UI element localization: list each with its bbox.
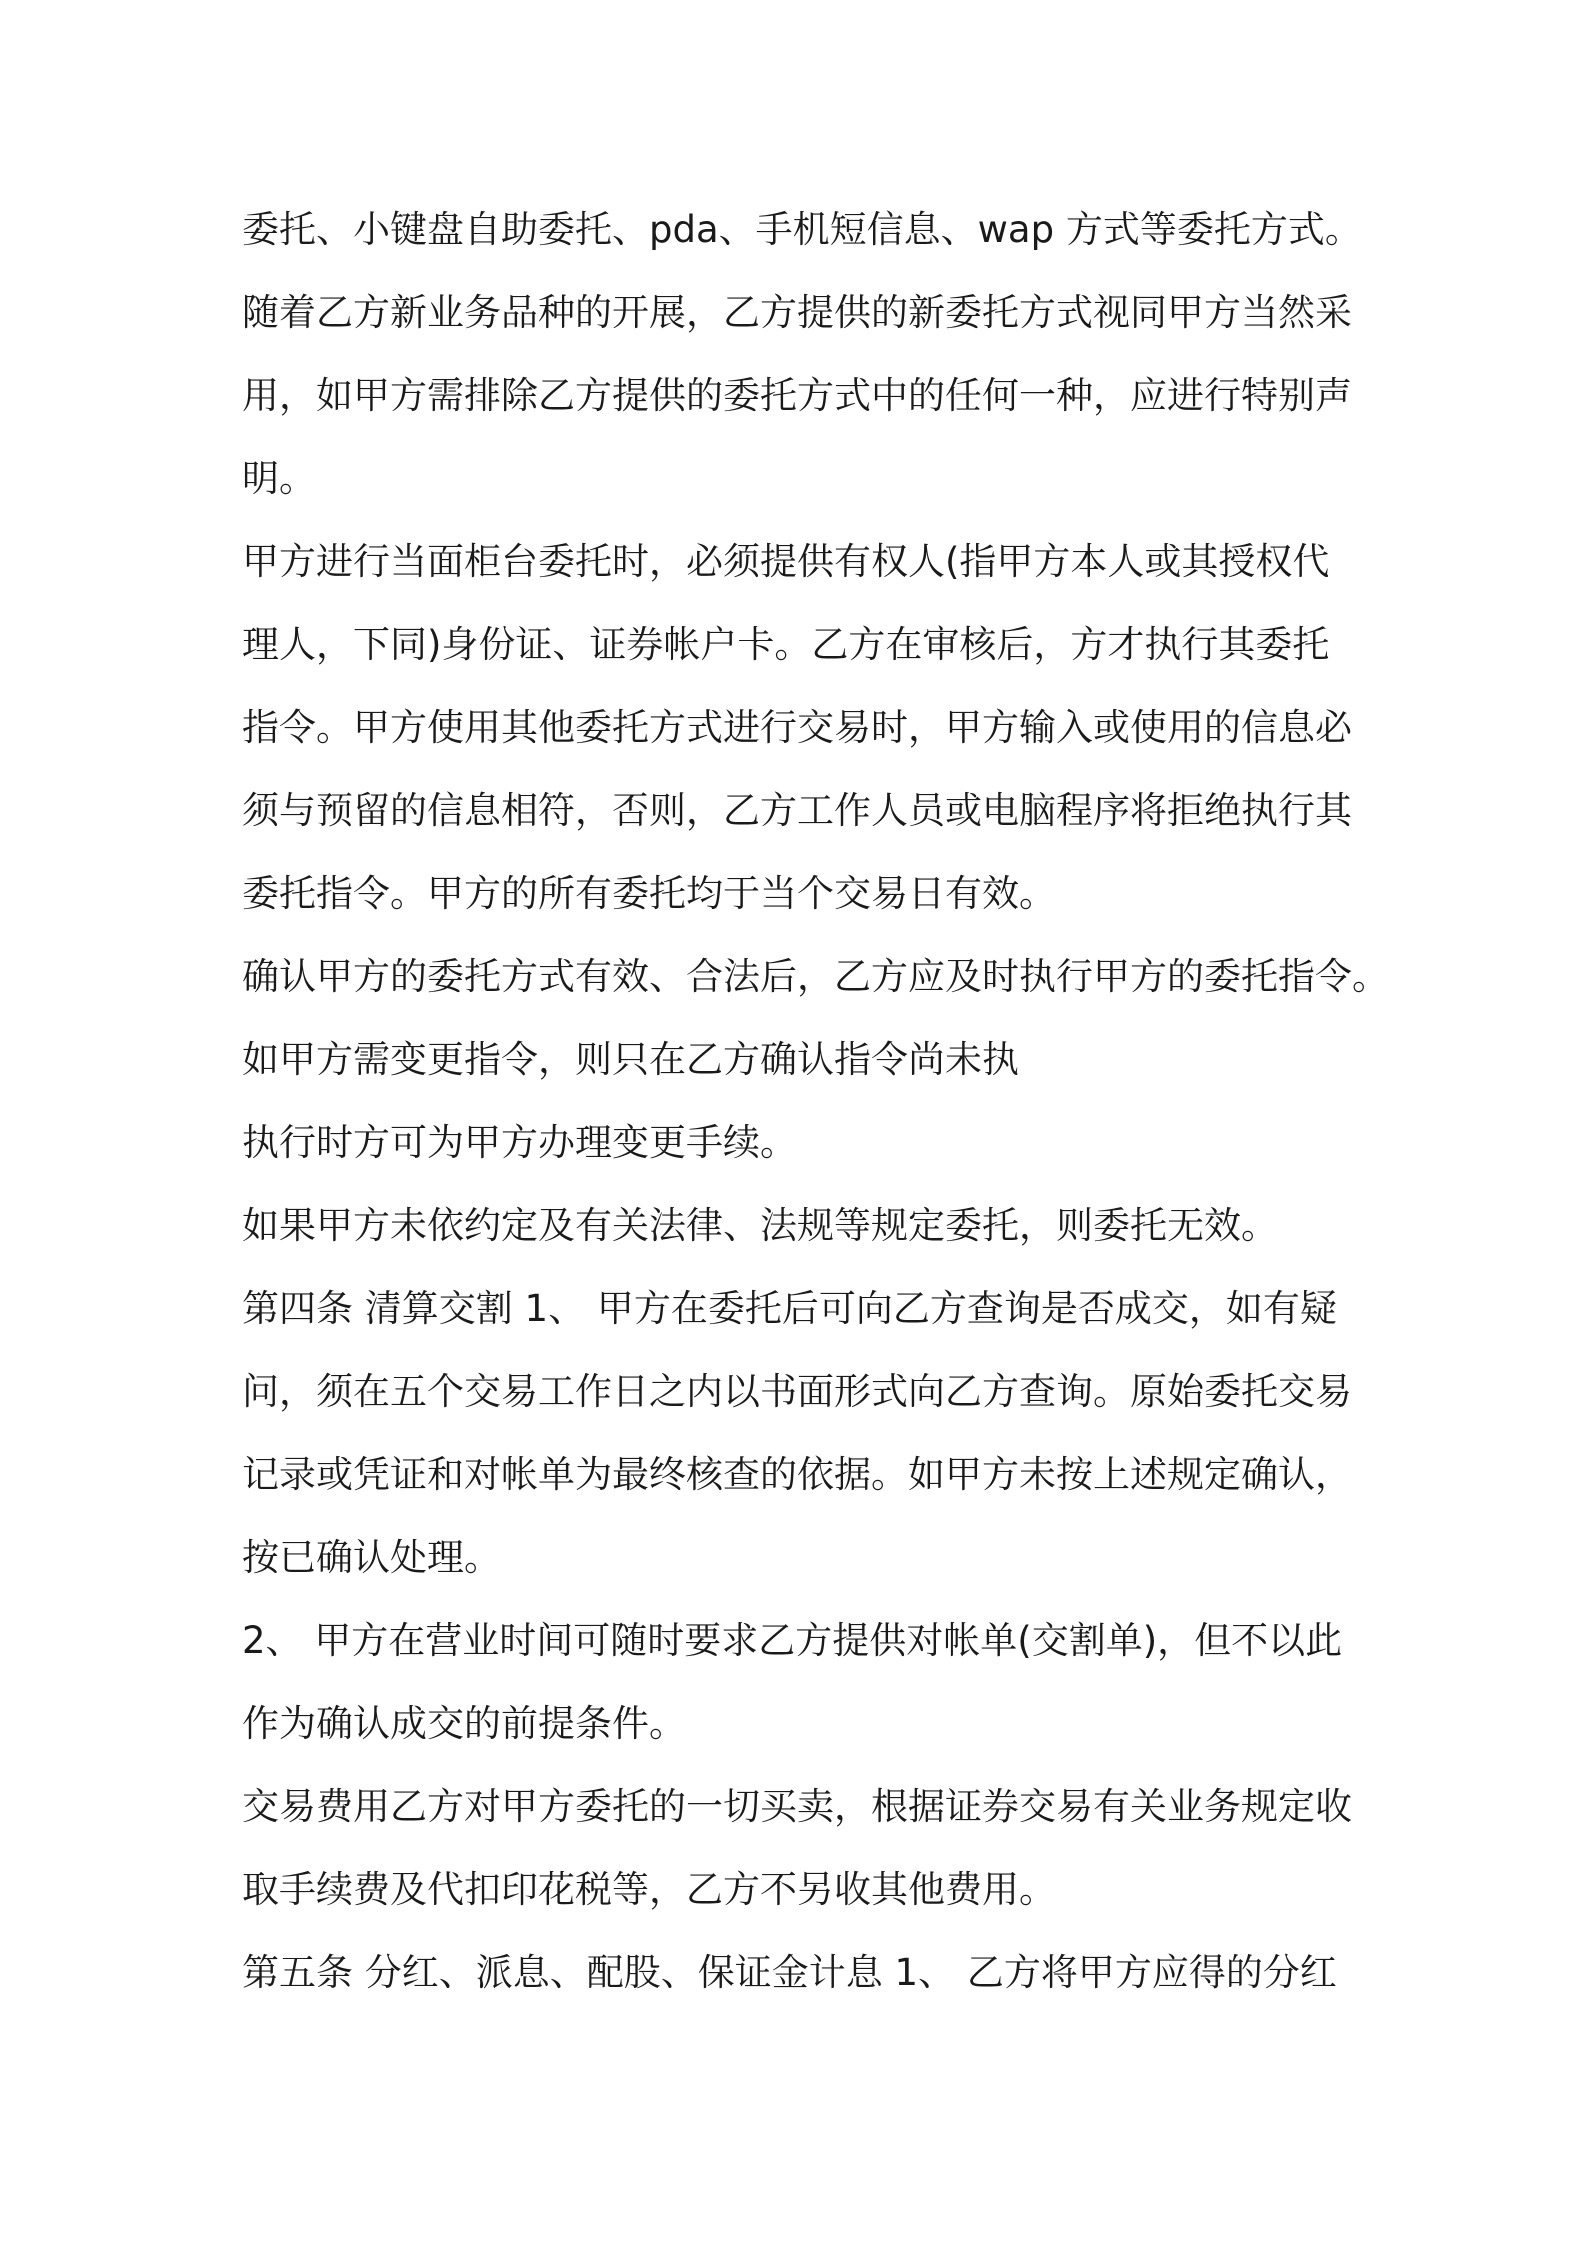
text-line: 明。 — [242, 457, 316, 500]
text-line: 记录或凭证和对帐单为最终核查的依据。如甲方未按上述规定确认， — [242, 1453, 1352, 1496]
text-line: 第五条 分红、派息、配股、保证金计息 1、 乙方将甲方应得的分红 — [242, 1951, 1337, 1994]
text-line: 须与预留的信息相符，否则，乙方工作人员或电脑程序将拒绝执行其 — [242, 789, 1352, 832]
text-line: 2、 甲方在营业时间可随时要求乙方提供对帐单(交割单)，但不以此 — [242, 1619, 1343, 1662]
text-line: 甲方进行当面柜台委托时，必须提供有权人(指甲方本人或其授权代 — [242, 540, 1330, 583]
text-line: 执行时方可为甲方办理变更手续。 — [242, 1121, 797, 1164]
text-line: 按已确认处理。 — [242, 1536, 501, 1579]
text-line: 确认甲方的委托方式有效、合法后，乙方应及时执行甲方的委托指令。 — [242, 955, 1389, 998]
text-line: 如甲方需变更指令，则只在乙方确认指令尚未执 — [242, 1038, 1019, 1081]
text-line: 取手续费及代扣印花税等，乙方不另收其他费用。 — [242, 1868, 1056, 1911]
text-line: 理人，下同)身份证、证券帐户卡。乙方在审核后，方才执行其委托 — [242, 623, 1330, 666]
text-line: 委托、小键盘自助委托、pda、手机短信息、wap 方式等委托方式。 — [242, 208, 1362, 251]
text-line: 如果甲方未依约定及有关法律、法规等规定委托，则委托无效。 — [242, 1204, 1278, 1247]
text-line: 随着乙方新业务品种的开展，乙方提供的新委托方式视同甲方当然采 — [242, 291, 1352, 334]
text-line: 用，如甲方需排除乙方提供的委托方式中的任何一种，应进行特别声 — [242, 374, 1352, 417]
document-body — [242, 188, 1389, 2014]
text-line: 指令。甲方使用其他委托方式进行交易时，甲方输入或使用的信息必 — [242, 706, 1352, 749]
text-line: 委托指令。甲方的所有委托均于当个交易日有效。 — [242, 872, 1056, 915]
text-line: 第四条 清算交割 1、 甲方在委托后可向乙方查询是否成交，如有疑 — [242, 1287, 1337, 1330]
text-line: 交易费用乙方对甲方委托的一切买卖，根据证券交易有关业务规定收 — [242, 1785, 1352, 1828]
text-line: 问，须在五个交易工作日之内以书面形式向乙方查询。原始委托交易 — [242, 1370, 1352, 1413]
text-line: 作为确认成交的前提条件。 — [242, 1702, 686, 1745]
